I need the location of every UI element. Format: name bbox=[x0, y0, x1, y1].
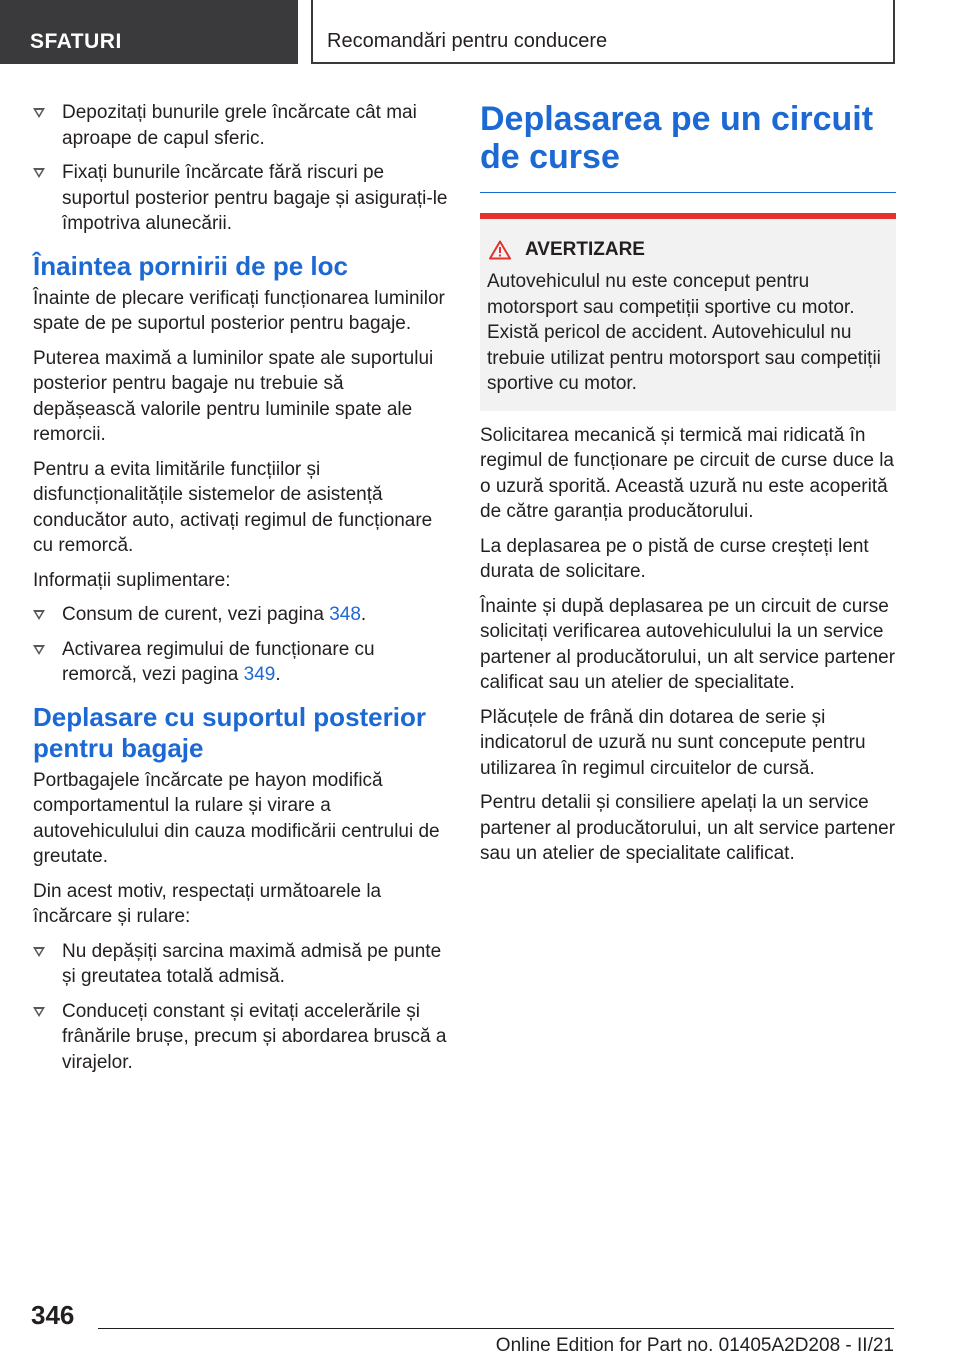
paragraph: La deplasarea pe o pistă de curse creșteți lent durata de solicitare. bbox=[480, 535, 869, 582]
triangle-bullet-icon bbox=[33, 1007, 45, 1017]
section-title: SFATURI bbox=[30, 30, 122, 53]
footer-edition: Online Edition for Part no. 01405A2D208 - II/21 bbox=[495, 1335, 894, 1356]
warning-triangle-icon bbox=[489, 240, 511, 260]
list-item: Consum de curent, vezi pagina 348. bbox=[33, 602, 449, 628]
section-tab bbox=[0, 0, 298, 64]
paragraph: Pentru a evita limitările funcțiilor și disfuncționalitățile sistemelor de asistență conducător auto, activați regimul de funcționare cu remorcă. bbox=[33, 458, 433, 556]
chapter-header bbox=[311, 0, 895, 64]
triangle-bullet-icon bbox=[33, 168, 45, 178]
triangle-bullet-icon bbox=[33, 947, 45, 957]
paragraph: Pentru detalii și consiliere apelați la un service partener al producătorului, un alt service partener sau un atelier de specialitate calificat. bbox=[480, 792, 896, 864]
paragraph: Înainte și după deplasarea pe un circuit de curse solicitați verificarea autovehiculului la un service partener al producătorului, un alt service partener calificat sau un atelier de specialitate. bbox=[480, 595, 896, 693]
paragraph: Informații suplimentare: bbox=[33, 569, 231, 591]
paragraph: Portbagajele încărcate pe hayon modifică comportamentul la rulare și virare a autovehiculului din cauza modificării centrului de greutate. bbox=[33, 769, 440, 867]
paragraph: Plăcuțele de frână din dotarea de serie și indicatorul de uzură nu sunt concepute pentru utilizarea în regimul circuitelor de cursă. bbox=[480, 706, 866, 779]
heading-divider bbox=[480, 192, 896, 193]
page-link-349[interactable]: 349 bbox=[243, 664, 276, 685]
paragraph: Din acest motiv, respectați următoarele la încărcare și rulare: bbox=[33, 880, 382, 927]
list-item: Fixați bunurile încărcate fără riscuri pe suportul posterior pentru bagaje și asigurați-le împotriva alunecării. bbox=[33, 160, 449, 237]
warning-header bbox=[487, 239, 889, 261]
list-item: Activarea regimului de funcționare cu remorcă, vezi pagina 349. bbox=[33, 637, 449, 688]
paragraph: Înainte de plecare verificați funcționarea luminilor spate de pe suportul posterior pentru bagaje. bbox=[33, 287, 445, 334]
warning-label: AVERTIZARE bbox=[525, 239, 645, 260]
left-column bbox=[33, 100, 449, 1084]
page-link-348[interactable]: 348 bbox=[329, 604, 361, 625]
heading-race-track: Deplasarea pe un circuit de curse bbox=[480, 100, 874, 176]
heading-before-start: Înaintea pornirii de pe loc bbox=[33, 250, 348, 281]
warning-text: Autovehiculul nu este conceput pentru motorsport sau competiții sportive cu motor. Există pericol de accident. Autovehiculul nu trebuie utilizat pentru motorsport sau competiții sportive cu motor. bbox=[487, 271, 881, 394]
chapter-title: Recomandări pentru conducere bbox=[327, 30, 608, 52]
page-number: 346 bbox=[31, 1300, 75, 1330]
warning-box bbox=[480, 213, 896, 411]
paragraph: Puterea maximă a luminilor spate ale suportului posterior pentru bagaje nu trebuie să depășească valorile pentru luminile spate ale remorcii. bbox=[33, 347, 434, 445]
list-item: Depozitați bunurile grele încărcate cât mai aproape de capul sferic. bbox=[33, 100, 449, 151]
right-column bbox=[480, 100, 896, 876]
footer-divider bbox=[98, 1328, 894, 1329]
triangle-bullet-icon bbox=[33, 610, 45, 620]
paragraph: Solicitarea mecanică și termică mai ridicată în regimul de funcționare pe circuit de curse duce la o uzură sporită. Această uzură nu este acoperită de către garanția producătorului. bbox=[480, 424, 895, 522]
list-item: Conduceți constant și evitați accelerările și frânările brușe, precum și abordarea bruscă a virajelor. bbox=[33, 999, 449, 1076]
list-item: Nu depășiți sarcina maximă admisă pe punte și greutatea totală admisă. bbox=[33, 939, 449, 990]
triangle-bullet-icon bbox=[33, 108, 45, 118]
heading-driving-with-carrier: Deplasare cu suportul posterior pentru bagaje bbox=[33, 701, 426, 763]
triangle-bullet-icon bbox=[33, 645, 45, 655]
